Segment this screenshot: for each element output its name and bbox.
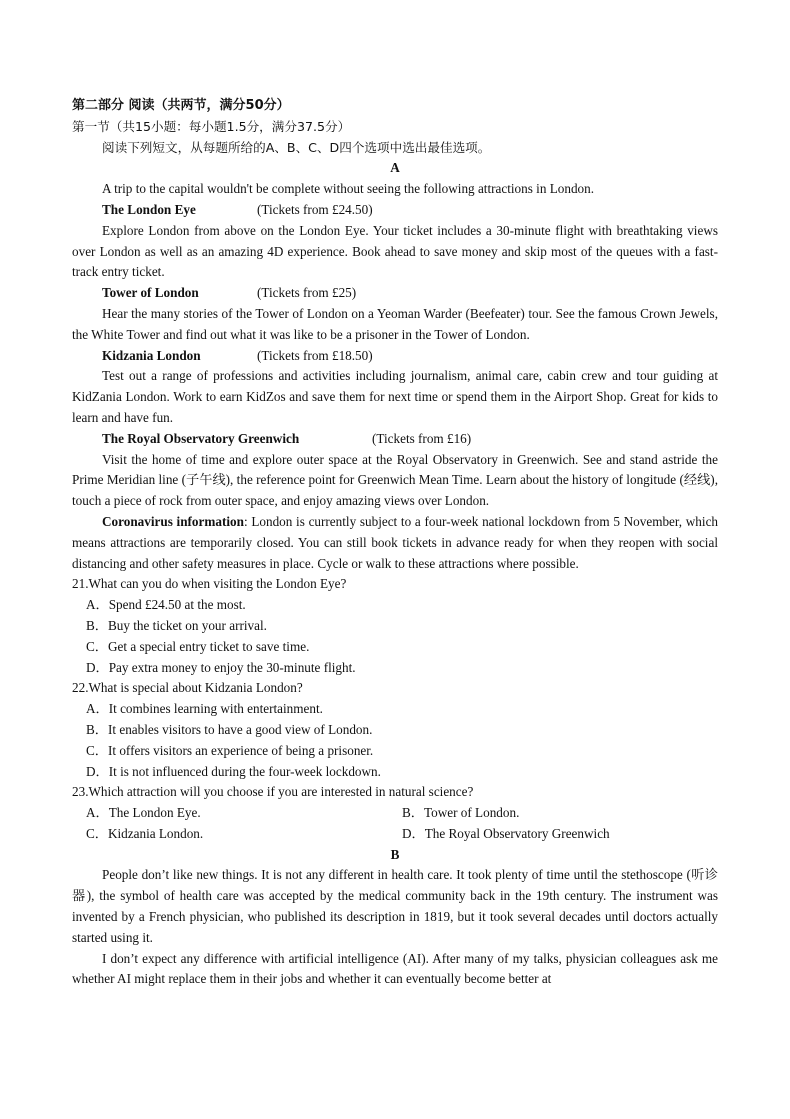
option-row bbox=[72, 824, 718, 845]
exam-page bbox=[72, 96, 718, 990]
attraction-name: The London Eye bbox=[102, 201, 196, 217]
instruction: 阅读下列短文，从每题所给的A、B、C、D四个选项中选出最佳选项。 bbox=[102, 139, 491, 155]
passage-a-letter: A bbox=[390, 160, 400, 176]
option-c[interactable]: C．Kidzania London. bbox=[86, 825, 204, 841]
coronavirus-text: : London is currently subject to a four-week national lockdown from 5 November, which means attractions are temporarily closed. You can still book tickets in advance ready for when they reopen with social distancing and other safety measures in place. Cycle or walk to these attractions where possible. bbox=[72, 513, 719, 571]
question-stem: 21.What can you do when visiting the London Eye? bbox=[72, 576, 347, 592]
option-d[interactable]: D．The Royal Observatory Greenwich bbox=[402, 825, 610, 841]
attraction-name: The Royal Observatory Greenwich bbox=[102, 430, 300, 446]
question-stem: 22.What is special about Kidzania London? bbox=[72, 680, 303, 696]
part-title: 第二部分 阅读（共两节，满分50分） bbox=[72, 98, 290, 113]
option-row bbox=[72, 803, 718, 824]
option-c[interactable]: C．Get a special entry ticket to save time. bbox=[86, 638, 310, 654]
attraction-heading bbox=[72, 346, 718, 367]
passage-b-letter: B bbox=[390, 846, 400, 862]
attraction-heading bbox=[72, 429, 718, 450]
attraction-heading bbox=[72, 200, 718, 221]
passage-a-intro: A trip to the capital wouldn't be complete without seeing the following attractions in London. bbox=[102, 181, 595, 197]
option-d[interactable]: D．Pay extra money to enjoy the 30-minute flight. bbox=[86, 659, 356, 675]
option-a[interactable]: A．The London Eye. bbox=[86, 805, 201, 821]
attraction-desc: Test out a range of professions and activities including journalism, animal care, cabin crew and tour guiding at KidZania London. Work to earn KidZos and save them for next time or spend them in the Airport Shop. Great for kids to learn and have fun. bbox=[72, 368, 718, 425]
attraction-price: (Tickets from £18.50) bbox=[257, 347, 373, 363]
option-b[interactable]: B．Buy the ticket on your arrival. bbox=[86, 617, 267, 633]
attraction-price: (Tickets from £16) bbox=[372, 430, 472, 446]
attraction-name: Kidzania London bbox=[102, 347, 201, 363]
option-b[interactable]: B．It enables visitors to have a good view of London. bbox=[86, 721, 373, 737]
option-c[interactable]: C．It offers visitors an experience of being a prisoner. bbox=[86, 742, 374, 758]
option-b[interactable]: B．Tower of London. bbox=[402, 805, 520, 821]
attraction-price: (Tickets from £24.50) bbox=[257, 201, 373, 217]
coronavirus-label: Coronavirus information bbox=[102, 513, 244, 529]
passage-b-para-2: I don’t expect any difference with artificial intelligence (AI). After many of my talks, physician colleagues ask me whether AI might replace them in their jobs and whether it can eventually become better at bbox=[72, 950, 718, 987]
attraction-desc: Visit the home of time and explore outer space at the Royal Observatory in Greenwich. See and stand astride the Prime Meridian line (子午线), the reference point for Greenwich Mean Time. Learn about the history of longitude (经线), touch a piece of rock from outer space, and enjoy amazing views over London. bbox=[72, 451, 718, 509]
attraction-price: (Tickets from £25) bbox=[257, 285, 357, 301]
option-a[interactable]: A．Spend £24.50 at the most. bbox=[86, 597, 246, 613]
attraction-name: Tower of London bbox=[102, 285, 199, 301]
attraction-heading bbox=[72, 283, 718, 304]
question-stem: 23.Which attraction will you choose if you are interested in natural science? bbox=[72, 784, 474, 800]
option-a[interactable]: A．It combines learning with entertainment. bbox=[86, 701, 323, 717]
attraction-desc: Explore London from above on the London Eye. Your ticket includes a 30-minute flight with breathtaking views over London as well as an amazing 4D experience. Book ahead to save money and skip most of the queues with a fast-track entry ticket. bbox=[72, 222, 718, 280]
section-title: 第一节（共15小题：每小题1.5分，满分37.5分） bbox=[72, 118, 351, 134]
option-d[interactable]: D．It is not influenced during the four-week lockdown. bbox=[86, 763, 381, 779]
attraction-desc: Hear the many stories of the Tower of London on a Yeoman Warder (Beefeater) tour. See the famous Crown Jewels, the White Tower and find out what it was like to be a prisoner in the Tower of London. bbox=[72, 305, 718, 342]
passage-b-para-1: People don’t like new things. It is not any different in health care. It took plenty of time until the stethoscope (听诊器), the symbol of health care was accepted by the medical community back in the 19th century. The instrument was invented by a French physician, who published its description in 1819, but it took several decades until doctors actually started using it. bbox=[72, 867, 718, 945]
coronavirus-info bbox=[72, 512, 718, 574]
